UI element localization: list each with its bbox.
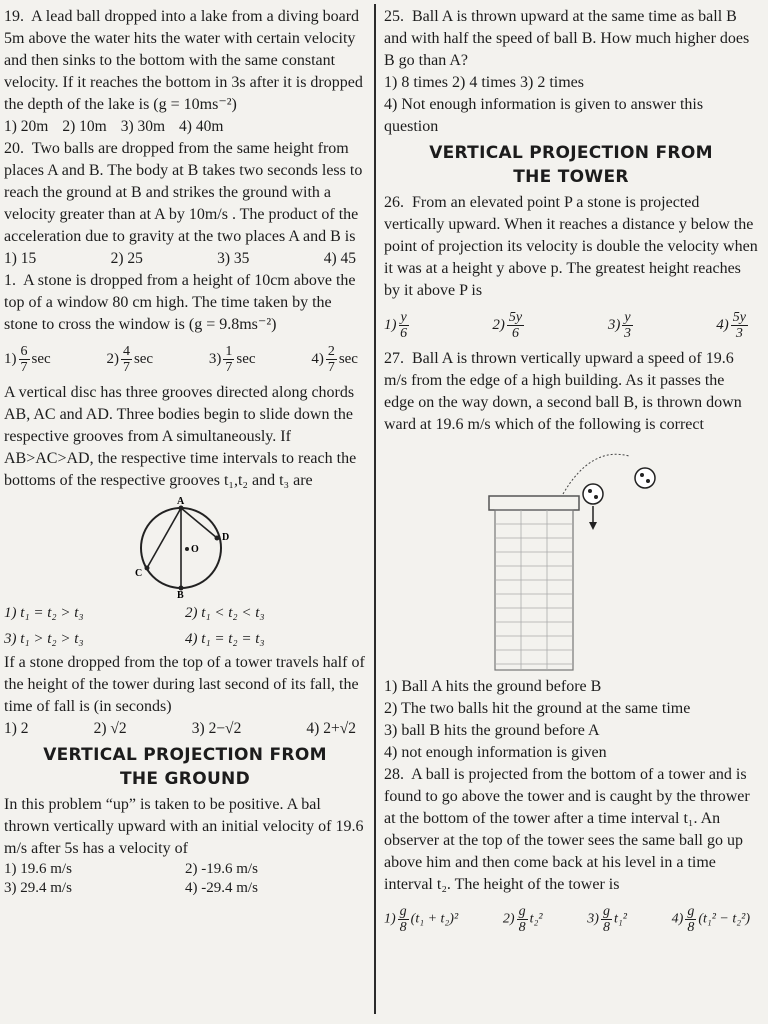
option-2: 2) √2 [93,720,127,737]
question-text: Two balls are dropped from the same height from places A and B. The body at B takes two seconds less to reach the ground at B and strikes the ground with a velocity greater than at A by 10m/s . The product of the acceleration due to gravity at the two places A and B is [4,140,363,245]
option-4: 4) 2+√2 [306,720,356,737]
option-3: 3) t₁ > t₂ > t₃ [4,631,84,647]
option-1: 1) 20m [4,118,49,135]
left-column [0,0,372,898]
question-text: Ball A is thrown upward at the same time as ball B and with half the speed of ball B. How much higher does B go than A? [384,8,750,69]
question-text: A lead ball dropped into a lake from a diving board 5m above the water hits the water with certain velocity and then sinks to the bottom with the same constant velocity. If it reaches the bottom in 3s after it is dropped the depth of the lake is (g = 10ms⁻²) [4,8,363,113]
section-heading-ground: VERTICAL PROJECTION FROM THE GROUND [43,745,327,789]
option-1: 1) $\frac{6}{7}$ sec [4,343,51,375]
option-2: 2) -19.6 m/s [185,861,258,877]
option-2: 2) $\frac{5y}{6}$ [492,309,523,341]
question-24 [4,794,366,898]
option-1: 1) 2 [4,720,29,737]
options [4,860,366,898]
question-number: 1. [4,272,16,289]
point-d [215,536,220,541]
option-1: 1) $\frac{y}{6}$ [384,309,408,341]
arrow-head [589,522,597,530]
options [4,336,366,382]
chord-ac [147,508,181,568]
option-3: 3) 29.4 m/s [4,880,72,896]
point-c [145,566,150,571]
option-3: 3) 35 [217,250,250,267]
options [4,718,366,740]
options [4,248,366,270]
option-1: 1) $\frac{g}{8}$ (t₁ + t₂)² [384,903,459,935]
question-text: A vertical disc has three grooves directed along chords AB, AC and AD. Three bodies begin to slide down the respective grooves from A simultaneously. If AB>AC>AD, the respective time intervals to reach the bottoms of the respective grooves t₁,t₂ and t₃ are [4,384,357,489]
option-2: 2) 10m [62,118,107,135]
options [384,676,758,764]
question-22 [4,382,366,652]
question-27 [384,348,758,764]
option-4: 4) 45 [323,250,356,267]
option-3: 3) $\frac{1}{7}$ sec [208,343,256,375]
building-figure [471,438,671,674]
option-4: 4) $\frac{g}{8}$ (t₁² − t₂²) [671,903,750,935]
option-4: 4) not enough information is given [384,744,607,761]
option-1: 1) Ball A hits the ground before B [384,678,602,695]
option-2: 2) t₁ < t₂ < t₃ [185,605,265,621]
label-b: B [177,590,184,598]
section-heading-tower: VERTICAL PROJECTION FROM THE TOWER [429,143,713,187]
question-25 [384,6,758,138]
ball-b [583,484,603,504]
option-4: 4) 40m [179,118,224,135]
options-line-2: 4) Not enough information is given to answer this question [384,96,704,135]
option-4: 4) $\frac{5y}{3}$ [716,309,746,341]
option-4: 4) -29.4 m/s [185,880,258,896]
right-column [378,0,768,942]
label-c: C [135,568,143,579]
option-4: 4) t₁ = t₂ = t₃ [185,631,265,647]
option-3: 3) $\frac{y}{3}$ [607,309,631,341]
options [384,302,758,348]
options [4,600,366,652]
question-text: If a stone dropped from the top of a tower travels half of the height of the tower during last second of its fall, the time of fall is (in seconds) [4,654,365,715]
question-text: A stone is dropped from a height of 10cm above the top of a window 80 cm high. The time taken by the stone to cross the window is (g = 9.8ms⁻²) [4,272,356,333]
option-3: 3) 2−√2 [191,720,242,737]
label-o: O [191,544,199,555]
options [4,116,366,138]
question-28 [384,764,758,942]
label-a: A [177,496,185,507]
building-roof [489,496,579,510]
option-3: 3) ball B hits the ground before A [384,722,600,739]
question-21 [4,270,366,382]
options [384,896,758,942]
option-2: 2) $\frac{4}{7}$ sec [106,343,154,375]
ball-a [635,468,655,488]
disc-grooves-figure [125,494,245,598]
option-4: 4) $\frac{2}{7}$ sec [311,343,358,375]
question-number: 19. [4,8,24,25]
question-text: In this problem “up” is taken to be positive. A bal thrown vertically upward with an initial velocity of 19.6 m/s after 5s has a velocity of [4,796,364,857]
option-2: 2) $\frac{g}{8}$ t₂² [502,903,543,935]
option-3: 3) 30m [120,118,166,135]
question-26 [384,192,758,348]
question-text: From an elevated point P a stone is projected vertically upward. When it reaches a distance y below the point of projection its velocity is double the velocity when it was at a height y above p. The greatest height reaches by it above P is [384,194,758,299]
brick-lines [495,510,573,670]
option-3: 3) $\frac{g}{8}$ t₁² [587,903,627,935]
option-2: 2) 25 [110,250,143,267]
question-text: A ball is projected from the bottom of a tower and is found to go above the tower and is caught by the thrower at the bottom of the tower after a time interval t₁. An observer at the top of the tower sees the same ball go up above him and then come back at his level in a time interval t₂. The height of the tower is [384,766,750,893]
question-number: 28. [384,766,404,783]
point-o [185,547,189,551]
question-19 [4,6,366,138]
column-divider [374,4,376,1014]
option-1: 1) 15 [4,250,37,267]
options-line-1: 1) 8 times 2) 4 times 3) 2 times [384,74,584,91]
building-wall [495,510,573,670]
question-23 [4,652,366,740]
question-number: 20. [4,140,24,157]
question-number: 27. [384,350,404,367]
question-20 [4,138,366,270]
question-number: 26. [384,194,404,211]
label-d: D [222,532,230,543]
question-number: 25. [384,8,404,25]
option-2: 2) The two balls hit the ground at the same time [384,700,691,717]
option-1: 1) t₁ = t₂ > t₃ [4,605,84,621]
option-1: 1) 19.6 m/s [4,861,72,877]
question-text: Ball A is thrown vertically upward a speed of 19.6 m/s from the edge of a high building. As it passes the edge on the way down, a second ball B, is thrown down ward at 19.6 m/s which of the following is correct [384,350,742,433]
